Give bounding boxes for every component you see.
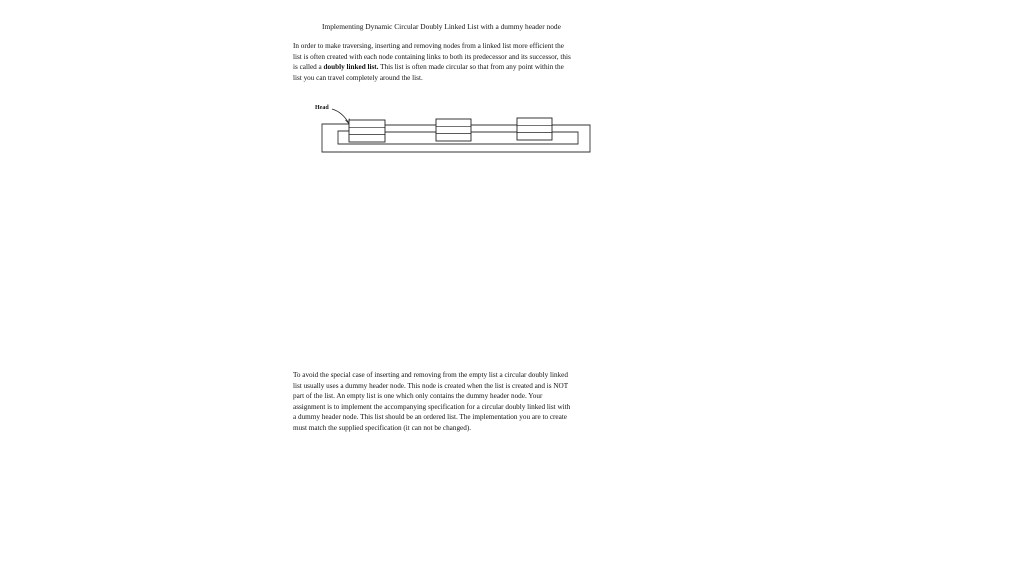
intro-line-3	[293, 62, 571, 73]
intro-line-4: list you can travel completely around the list.	[293, 73, 423, 82]
intro-line-3-end: This list is often made circular so that from any point within the	[378, 63, 564, 72]
list-node-3	[517, 118, 552, 140]
intro-line-1: In order to make traversing, inserting and removing nodes from a linked list more efficient the	[293, 42, 564, 50]
doubly-linked-list-term: doubly linked list.	[323, 63, 379, 72]
intro-line-3-start: is called a	[293, 63, 324, 72]
assignment-line-5: a dummy header node. This list should be an ordered list. The implementation you are to create	[293, 413, 567, 422]
list-node-2	[436, 119, 471, 141]
head-label: Head	[315, 105, 329, 111]
assignment-line-1: To avoid the special case of inserting and removing from the empty list a circular doubly linked	[293, 371, 568, 379]
assignment-line-2: list usually uses a dummy header node. This node is created when the list is created and is NOT	[293, 381, 569, 390]
assignment-paragraph	[293, 370, 570, 434]
assignment-line-6: must match the supplied specification (it can not be changed).	[293, 423, 472, 432]
dummy-header-node	[349, 120, 385, 142]
intro-line-2: list is often created with each node containing links to both its predecessor and its successor, this	[293, 52, 571, 61]
linked-list-diagram	[310, 100, 600, 160]
intro-paragraph	[293, 41, 571, 83]
assignment-line-3: part of the list. An empty list is one which only contains the dummy header node. Your	[293, 392, 543, 401]
document-title: Implementing Dynamic Circular Doubly Linked List with a dummy header node	[322, 22, 561, 31]
assignment-line-4: assignment is to implement the accompanying specification for a circular doubly linked list with	[293, 402, 571, 411]
